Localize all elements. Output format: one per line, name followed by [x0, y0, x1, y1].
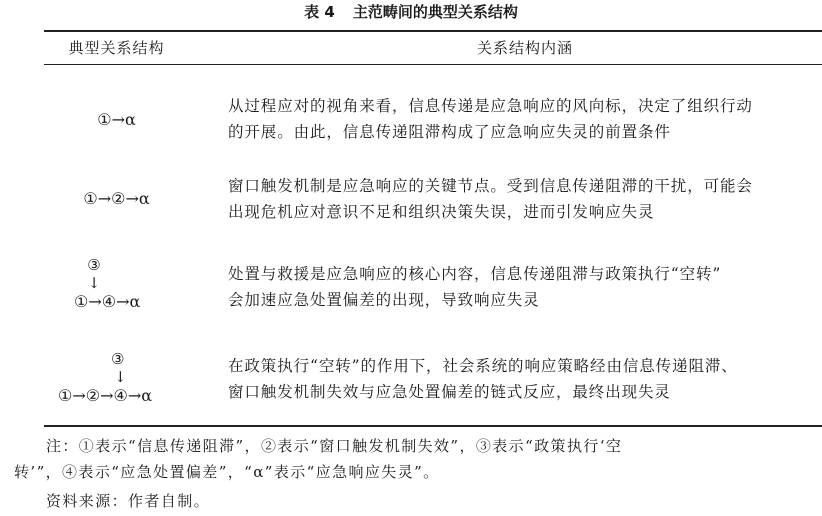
relation-description [228, 173, 822, 225]
description-line: 处置与救援是应急响应的核心内容，信息传递阻滞与政策执行“空转” [228, 265, 722, 283]
relation-description [228, 261, 822, 313]
relation-description [228, 353, 822, 405]
down-arrow: ↓ [87, 274, 101, 292]
header-relation-meaning: 关系结构内涵 [476, 39, 573, 57]
influence-factor: ③ [87, 256, 101, 274]
description-line: 窗口触发机制是应急响应的关键节点。受到信息传递阻滞的干扰，可能会 [228, 177, 753, 195]
description-line: 窗口触发机制失效与应急处置偏差的链式反应，最终出现失灵 [228, 383, 671, 401]
description-line: 的开展。由此，信息传递阻滞构成了应急响应失灵的前置条件 [228, 123, 671, 141]
description-line: 会加速应急处置偏差的出现，导致响应失灵 [228, 291, 540, 309]
relation-description [228, 93, 822, 145]
header-relation-structure: 典型关系结构 [68, 39, 165, 57]
relation-formula: ①→α [97, 110, 136, 129]
description-line: 从过程应对的视角来看，信息传递是应急响应的风向标，决定了组织行动 [228, 97, 753, 115]
bottom-rule [44, 425, 822, 427]
relation-formula: ①→④→α [74, 292, 141, 311]
relation-formula-block [58, 349, 173, 407]
table-caption [0, 2, 822, 22]
relation-formula: ①→②→④→α [58, 386, 153, 405]
header-rule [44, 64, 822, 65]
table-title: 主范畴间的典型关系结构 [352, 3, 518, 21]
table-note [14, 433, 822, 485]
note-line: 注：①表示“信息传递阻滞”，②表示“窗口触发机制失效”，③表示“政策执行‘空 [46, 437, 623, 455]
influence-factor: ③ [111, 350, 125, 368]
down-arrow: ↓ [114, 368, 127, 386]
table-source: 资料来源：作者自制。 [46, 492, 211, 510]
description-line: 出现危机应对意识不足和组织决策失误，进而引发响应失灵 [228, 203, 655, 221]
relation-formula-block [44, 255, 144, 313]
note-line: 转’”，④表示“应急处置偏差”，“α”表示“应急响应失灵”。 [14, 463, 440, 481]
table-number: 表 4 [304, 3, 335, 21]
relation-formula: ①→②→α [83, 189, 150, 208]
top-rule [44, 30, 822, 32]
description-line: 在政策执行“空转”的作用下，社会系统的响应策略经由信息传递阻滞、 [228, 357, 738, 375]
